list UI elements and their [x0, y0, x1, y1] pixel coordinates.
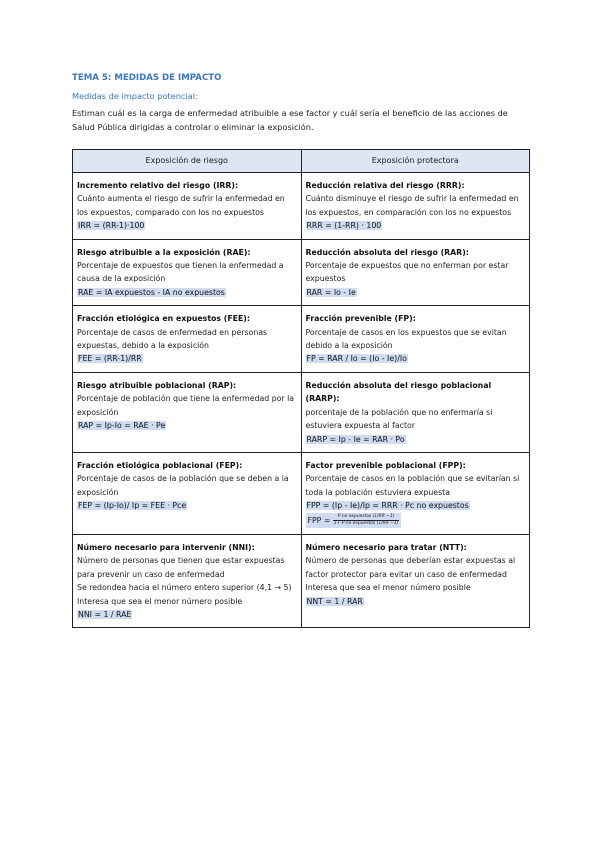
table-row [73, 452, 530, 534]
table-row [73, 173, 530, 240]
cell-fep [73, 452, 302, 534]
fraction-lhs: FPP = [307, 515, 331, 525]
measure-description: Porcentaje de casos en los expuestos que se evitan debido a la exposición [305, 327, 507, 351]
measure-title: Riesgo atribuible poblacional (RAP): [77, 380, 237, 390]
cell-rrr [301, 173, 530, 240]
document-page [72, 72, 530, 628]
measure-description: Porcentaje de población que tiene la enfermedad por la exposición [77, 394, 295, 417]
measure-formula: FEP = (Ip-Io)/ Ip = FEE · Pce [78, 501, 187, 511]
measure-description: Porcentaje de casos de la población que se deben a la exposición [77, 474, 289, 497]
cell-irr [73, 173, 302, 240]
measure-description: Cuánto aumenta el riesgo de sufrir la enfermedad en los expuestos, comparado con los no expuestos [77, 194, 285, 217]
table-header-row [73, 150, 530, 173]
impact-measures-table [72, 149, 530, 628]
measure-note-rounding: Se redondea hacia el número entero superior (4,1 → 5) [77, 583, 292, 593]
measure-title: Riesgo atribuible a la exposición (RAE): [77, 247, 251, 257]
measure-title: Número necesario para intervenir (NNI): [77, 543, 255, 553]
measure-formula: RAE = IA expuestos - IA no expuestos [78, 287, 225, 297]
table-row [73, 239, 530, 306]
measure-note-min: Interesa que sea el menor número posible [305, 583, 471, 593]
fraction-denominator: 1+ P no expuestos (1/RR −1) [333, 521, 399, 527]
cell-rar [301, 239, 530, 306]
measure-formula: FEE = (RR-1)/RR [78, 354, 142, 364]
measure-title: Incremento relativo del riesgo (IRR): [77, 181, 239, 190]
measure-title: Número necesario para tratar (NTT): [305, 543, 467, 553]
measure-formula: IRR = (RR-1)·100 [78, 221, 145, 231]
cell-nni [73, 535, 302, 628]
measure-title: Fracción prevenible (FP): [305, 314, 416, 324]
measure-title: Reducción absoluta del riesgo poblacional (RARP): [305, 380, 492, 404]
measure-formula: RAR = Io - Ie [306, 287, 356, 297]
measure-formula: RRR = (1-RR) · 100 [306, 221, 382, 231]
measure-description: Porcentaje de expuestos que tienen la enfermedad a causa de la exposición [77, 261, 284, 284]
table-row [73, 372, 530, 452]
measure-note-min: Interesa que sea el menor número posible [77, 596, 243, 606]
measure-title: Fracción etiológica poblacional (FEP): [77, 460, 243, 470]
fraction-formula-highlight [306, 513, 402, 529]
fraction [333, 514, 399, 527]
measure-formula: NNI = 1 / RAE [78, 610, 132, 620]
cell-rarp [301, 372, 530, 452]
cell-fp [301, 306, 530, 373]
measure-description: Número de personas que deberían estar expuestas al factor protector para evitar un caso de enfermedad [305, 556, 516, 579]
measure-description: Porcentaje de casos en la población que se evitarían si toda la población estuviera expuesta [305, 474, 520, 497]
measure-description: Porcentaje de expuestos que no enferman por estar expuestos [305, 261, 509, 284]
measure-description: porcentaje de la población que no enfermaría si estuviera expuesta al factor [305, 407, 493, 431]
header-protective-exposure: Exposición protectora [301, 150, 530, 173]
intro-paragraph: Estiman cuál es la carga de enfermedad atribuible a ese factor y cuál sería el beneficio de las acciones de Salud Pública dirigidas a controlar o eliminar la exposición. [72, 108, 508, 132]
measure-formula: RAP = Ip-Io = RAE · Pe [78, 421, 166, 431]
cell-ntt [301, 535, 530, 628]
fraction-numerator: P no expuestos (1/RR −1) [333, 514, 399, 521]
measure-description: Cuánto disminuye el riesgo de sufrir la enfermedad en los expuestos, en comparación con los no expuestos [305, 194, 519, 217]
cell-fpp [301, 452, 530, 534]
header-risk-exposure: Exposición de riesgo [73, 150, 302, 173]
table-row [73, 306, 530, 373]
page-heading: TEMA 5: MEDIDAS DE IMPACTO [72, 73, 222, 83]
table-row [73, 535, 530, 628]
measure-title: Fracción etiológica en expuestos (FEE): [77, 314, 250, 324]
measure-title: Reducción absoluta del riesgo (RAR): [305, 247, 469, 257]
measure-formula: RARP = Ip - Ie = RAR · Po [306, 434, 405, 444]
measure-formula: NNT = 1 / RAR [306, 596, 363, 606]
fraction-formula [306, 513, 526, 529]
measure-formula: FPP = (Ip - Ie)/Ip = RRR · Pc no expuestos [306, 501, 469, 511]
cell-rap [73, 372, 302, 452]
measure-formula: FP = RAR / Io = (Io - Ie)/Io [306, 354, 407, 364]
measure-title: Factor prevenible poblacional (FPP): [305, 460, 466, 470]
cell-rae [73, 239, 302, 306]
section-subheading: Medidas de impacto potencial: [72, 91, 198, 101]
cell-fee [73, 306, 302, 373]
measure-description: Porcentaje de casos de enfermedad en personas expuestas, debido a la exposición [77, 327, 268, 351]
measure-title: Reducción relativa del riesgo (RRR): [305, 181, 465, 190]
measure-description: Número de personas que tienen que estar expuestas para prevenir un caso de enfermedad [77, 556, 285, 579]
